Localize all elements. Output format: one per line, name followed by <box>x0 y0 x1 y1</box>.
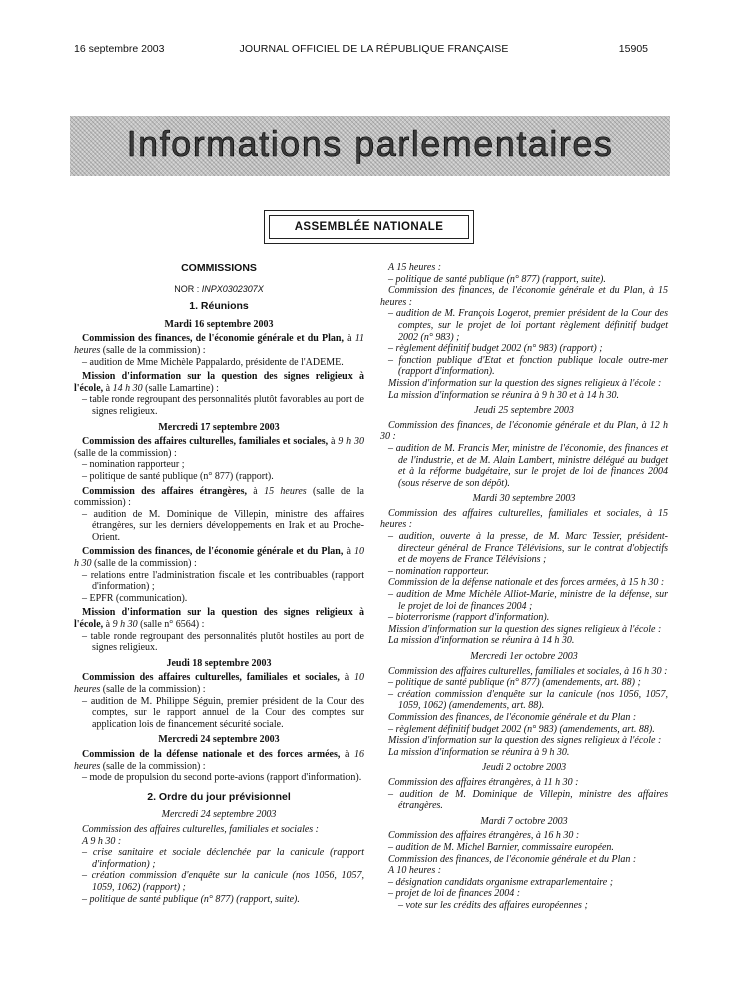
committee-name: Commission des affaires étrangères, à 16 h 30 : <box>388 830 580 842</box>
day-heading: Jeudi 25 septembre 2003 <box>474 405 574 417</box>
agenda-entry <box>380 378 668 401</box>
agenda-item: – table ronde regroupant des personnalités plutôt hostiles au port de signes religieux. <box>82 630 364 654</box>
agenda-entry <box>380 285 668 378</box>
agenda-item: – audition de M. François Logerot, premier président de la Cour des comptes, sur le projet de loi portant règlement définitif budget 2002 (n° 983) ; <box>388 308 668 343</box>
committee-name: Commission des finances, de l'économie générale et du Plan, à 12 h 30 : <box>380 419 668 443</box>
committee-name: Commission des finances, de l'économie générale et du Plan, <box>82 546 344 558</box>
agenda-entry <box>380 624 668 647</box>
agenda-item: – règlement définitif budget 2002 (n° 983) (rapport) ; <box>388 343 603 355</box>
agenda-entry <box>380 712 668 735</box>
day-heading: Mercredi 24 septembre 2003 <box>158 734 280 746</box>
meeting-time: 9 h 30 <box>338 436 364 448</box>
agenda-item: – politique de santé publique (n° 877) (rapport, suite). <box>82 893 300 905</box>
text: à <box>103 619 113 631</box>
agenda-entry <box>74 672 364 730</box>
text: à <box>246 485 265 497</box>
meeting-time: 9 h 30 <box>112 619 138 631</box>
committee-name: Mission d'information sur la question des signes religieux à l'école, <box>74 371 364 394</box>
meeting-time: 10 h 30 <box>74 546 364 570</box>
day-heading: Jeudi 18 septembre 2003 <box>166 657 272 669</box>
agenda-item: – EPFR (communication). <box>82 592 188 604</box>
meeting-note: La mission d'information se réunira à 9 h 30. <box>388 746 570 758</box>
agenda-item: – politique de santé publique (n° 877) (amendements, art. 88) ; <box>388 677 641 689</box>
committee-name: Commission des affaires étrangères, à 11 h 30 : <box>388 776 579 788</box>
agenda-item: – création commission d'enquête sur la canicule (nos 1056, 1057, 1059, 1062) (amendements, art. 88). <box>388 688 668 712</box>
meeting-room: (salle de la commission) : <box>74 447 177 459</box>
committee-name: Commission des affaires étrangères, <box>82 485 247 497</box>
meeting-room: (salle de la commission) : <box>100 760 206 772</box>
agenda-item: – audition de M. Francis Mer, ministre de l'économie, des finances et de l'industrie, et de M. Alain Lambert, ministre délégué au budget et à la réforme budgétaire, sur le projet de loi de finances 2004 (sous réserve de son dépôt). <box>388 442 668 489</box>
agenda-entry <box>380 508 668 578</box>
section-banner <box>70 116 670 176</box>
meeting-time: 15 heures <box>264 485 307 497</box>
text: à <box>343 333 352 345</box>
committee-name: Commission des affaires culturelles, familiales et sociales : <box>82 823 320 835</box>
page-number: 15905 <box>618 43 648 55</box>
day-heading: Mardi 16 septembre 2003 <box>164 318 274 330</box>
assembly-box <box>264 210 474 244</box>
text: à <box>103 382 113 394</box>
section-ordre-du-jour: 2. Ordre du jour prévisionnel <box>147 790 291 803</box>
agenda-entry <box>380 666 668 712</box>
nor-reference <box>74 284 364 296</box>
committee-name: Commission des affaires culturelles, familiales et sociales, à 15 heures : <box>380 507 668 531</box>
meeting-time: 16 heures <box>74 748 364 772</box>
agenda-entry <box>74 749 364 784</box>
text: à <box>339 672 354 684</box>
agenda-entry <box>380 830 668 853</box>
committee-name: Commission des affaires culturelles, familiales et sociales, à 16 h 30 : <box>388 665 668 677</box>
left-column <box>74 262 364 908</box>
meeting-room: (salle Lamartine) : <box>142 382 219 394</box>
agenda-entry <box>380 777 668 812</box>
agenda-item: – politique de santé publique (n° 877) (rapport). <box>82 470 274 482</box>
agenda-entry <box>380 577 668 623</box>
agenda-entry <box>74 546 364 604</box>
agenda-entry <box>380 735 668 758</box>
nor-label: NOR : <box>174 283 202 294</box>
committee-name: Commission des finances, de l'économie générale et du Plan, à 15 heures : <box>380 285 668 308</box>
meeting-room: (salle de la commission) : <box>91 558 197 570</box>
text: à <box>340 748 354 760</box>
day-heading: Mercredi 17 septembre 2003 <box>158 421 280 433</box>
agenda-item: – projet de loi de finances 2004 : <box>388 888 521 900</box>
agenda-item: – table ronde regroupant des personnalités plutôt favorables au port de signes religieux. <box>82 394 364 417</box>
agenda-item: – relations entre l'administration fiscale et les contribuables (rapport d'information) ; <box>82 569 364 593</box>
meeting-time: A 9 h 30 : <box>82 835 122 847</box>
meeting-time: A 10 heures : <box>388 865 442 877</box>
agenda-item: – audition de M. Philippe Séguin, premier président de la Cour des comptes, sur le rapport annuel de la Cour des comptes sur application lois de financement sécurité sociale. <box>82 695 364 730</box>
journal-title: JOURNAL OFFICIEL DE LA RÉPUBLIQUE FRANÇAISE <box>239 43 509 55</box>
agenda-item: – audition de M. Dominique de Villepin, ministre des affaires étrangères. <box>388 788 668 812</box>
text: à <box>343 546 354 558</box>
agenda-item: – audition de Mme Michèle Alliot-Marie, ministre de la défense, sur le projet de loi de finances 2004 ; <box>388 589 668 612</box>
agenda-item: – nomination rapporteur ; <box>82 459 185 471</box>
agenda-item: – bioterrorisme (rapport d'information). <box>388 612 550 624</box>
meeting-room: (salle n° 6564) : <box>137 619 205 631</box>
committee-name: Commission des finances, de l'économie générale et du Plan : <box>388 711 637 723</box>
agenda-entry <box>74 607 364 653</box>
day-heading: Mardi 30 septembre 2003 <box>472 493 576 505</box>
committee-name: Mission d'information sur la question des signes religieux à l'école, <box>74 607 364 631</box>
agenda-item: – audition, ouverte à la presse, de M. Marc Tessier, président-directeur général de France Télévisions, sur le contrat d'objectifs et de moyens de France Télévisions ; <box>388 531 668 566</box>
meeting-room: (salle de la commission) : <box>100 684 206 695</box>
committee-name: Mission d'information sur la question des signes religieux à l'école : <box>388 623 662 635</box>
day-heading: Jeudi 2 octobre 2003 <box>481 762 567 774</box>
agenda-entry <box>74 824 364 905</box>
committee-name: Commission des affaires culturelles, familiales et sociales, <box>82 436 329 448</box>
meeting-note: La mission d'information se réunira à 9 h 30 et à 14 h 30. <box>388 389 620 401</box>
committee-name: Mission d'information sur la question des signes religieux à l'école : <box>388 735 662 747</box>
agenda-item: – audition de M. Dominique de Villepin, ministre des affaires étrangères, sur les derniers développements en Irak et au Proche-Orient. <box>82 508 364 543</box>
day-heading: Mercredi 1er octobre 2003 <box>470 651 578 662</box>
agenda-item: – crise sanitaire et sociale déclenchée par la canicule (rapport d'information) ; <box>82 847 364 870</box>
agenda-item: – fonction publique d'Etat et fonction publique locale outre-mer (rapport d'information). <box>388 354 668 378</box>
committee-name: Mission d'information sur la question des signes religieux à l'école : <box>388 377 662 389</box>
committee-name: Commission des affaires culturelles, familiales et sociales, <box>82 672 340 684</box>
agenda-item: – audition de Mme Michèle Pappalardo, présidente de l'ADEME. <box>82 356 344 368</box>
agenda-entry <box>380 262 668 285</box>
nor-value: INPX0302307X <box>201 283 264 294</box>
committee-name: Commission de la défense nationale et des forces armées, <box>82 748 341 760</box>
meeting-room: (salle de la commission) : <box>100 344 206 356</box>
meeting-time: 11 heures <box>74 333 364 356</box>
commissions-heading: COMMISSIONS <box>181 262 257 274</box>
agenda-item: – désignation candidats organisme extraparlementaire ; <box>388 876 614 888</box>
agenda-entry <box>74 486 364 544</box>
day-heading: Mercredi 24 septembre 2003 <box>161 809 277 821</box>
banner-title: Informations parlementaires <box>126 123 614 164</box>
committee-name: Commission des finances, de l'économie générale et du Plan : <box>388 853 637 865</box>
agenda-entry <box>380 854 668 912</box>
day-heading: Mardi 7 octobre 2003 <box>480 815 568 827</box>
running-header <box>0 44 748 58</box>
section-reunions: 1. Réunions <box>189 300 249 313</box>
assembly-title: ASSEMBLÉE NATIONALE <box>269 215 469 239</box>
meeting-time: A 15 heures : <box>388 262 442 273</box>
meeting-note: La mission d'information se réunira à 14 h 30. <box>388 635 575 647</box>
agenda-entry <box>74 371 364 417</box>
agenda-item: – nomination rapporteur. <box>388 565 489 577</box>
header-date: 16 septembre 2003 <box>74 43 165 55</box>
committee-name: Commission de la défense nationale et des forces armées, à 15 h 30 : <box>388 577 665 589</box>
agenda-item: – création commission d'enquête sur la canicule (nos 1056, 1057, 1059, 1062) (rapport) ; <box>82 870 364 893</box>
committee-name: Commission des finances, de l'économie générale et du Plan, <box>82 333 344 345</box>
right-column <box>380 262 668 911</box>
agenda-item: – audition de M. Michel Barnier, commissaire européen. <box>388 841 614 853</box>
agenda-entry <box>74 436 364 482</box>
agenda-entry <box>380 420 668 490</box>
meeting-time: 14 h 30 <box>112 382 143 394</box>
agenda-item: – mode de propulsion du second porte-avions (rapport d'information). <box>82 772 362 784</box>
meeting-room: (salle de la commission) : <box>74 485 364 509</box>
agenda-item: – vote sur les crédits des affaires européennes ; <box>398 899 588 911</box>
agenda-item: – politique de santé publique (n° 877) (rapport, suite). <box>388 273 606 285</box>
meeting-time: 10 heures <box>74 672 364 695</box>
text: à <box>328 436 339 448</box>
agenda-entry <box>74 333 364 368</box>
agenda-item: – règlement définitif budget 2002 (n° 983) (amendements, art. 88). <box>388 723 655 735</box>
